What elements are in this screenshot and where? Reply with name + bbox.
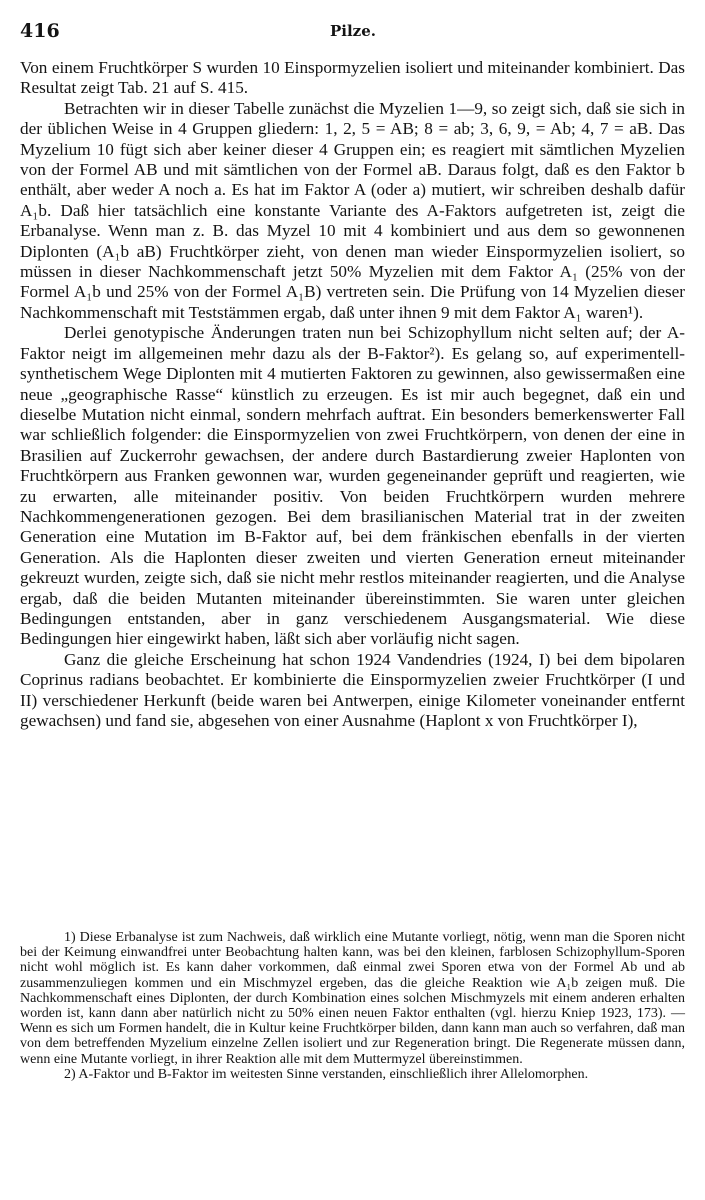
footnotes [20,930,685,1082]
running-title: Pilze. [330,22,376,40]
page-number: 416 [20,20,60,42]
paragraph-3: Derlei genotypische Änderungen traten nun bei Schizophyllum nicht selten auf; der A-Faktor neigt im allgemeinen mehr dazu als der B-Faktor²). Es gelang so, auf experimentell-synthetischem Wege Diplonten mit 4 mutierten Faktoren zu gewinnen, also gewissermaßen eine neue „geographische Rasse“ künstlich zu erzeugen. Es ist mir auch begegnet, daß ein und dieselbe Mutation nicht einmal, sondern mehrfach auftrat. Ein besonders bemerkenswerter Fall war schließlich folgender: die Einspormyzelien von zwei Fruchtkörpern, von denen der eine in Brasilien auf Zuckerrohr gewachsen, der andere durch Bastardierung zweier Haplonten von Fruchtkörpern aus Franken gewonnen war, wurden gegeneinander geprüft und reagierten, wie zu erwarten, alle miteinander positiv. Von beiden Fruchtkörpern wurden mehrere Nachkommengenerationen gezogen. Bei dem brasilianischen Material trat in der zweiten Generation eine Mutation im B-Faktor auf, bei dem fränkischen ebenfalls in der vierten Generation. Als die Haplonten dieser zweiten und vierten Generation erneut miteinander gekreuzt wurden, zeigte sich, daß sie nicht mehr restlos miteinander reagierten, und die Analyse ergab, daß die beiden Mutanten miteinander übereinstimmten. Sie waren unter gleichen Bedingungen entstanden, aber in ganz verschiedenem Ausgangsmaterial. Wie diese Bedingungen hier eingewirkt haben, läßt sich aber vorläufig nicht sagen. [20,323,685,649]
footnote-2: 2) A-Faktor und B-Faktor im weitesten Sinne verstanden, einschließlich ihrer Allelomorphen. [64,1066,589,1082]
paragraph-1: Von einem Fruchtkörper S wurden 10 Einspormyzelien isoliert und miteinander kombiniert. Das Resultat zeigt Tab. 21 auf S. 415. [20,58,685,98]
paragraph-4: Ganz die gleiche Erscheinung hat schon 1924 Vandendries (1924, I) bei dem bipolaren Coprinus radians beobachtet. Er kombinierte die Einspormyzelien zweier Fruchtkörper (I und II) verschiedener Herkunft (beide waren bei Antwerpen, einige Kilometer voneinander entfernt gewachsen) und fand sie, abgesehen von einer Ausnahme (Haplont x von Fruchtkörper I), [20,649,685,730]
paragraph-2: Betrachten wir in dieser Tabelle zunächst die Myzelien 1—9, so zeigt sich, daß sie sich in der üblichen Weise in 4 Gruppen gliedern: 1, 2, 5 = AB; 8 = ab; 3, 6, 9, = Ab; 4, 7 = aB. Das Myzelium 10 fügt sich aber keiner dieser 4 Gruppen ein; es reagiert mit sämtlichen Myzelien von der Formel AB und mit sämtlichen von der Formel aB. Daraus folgt, daß es den Faktor b enthält, aber weder A noch a. Es hat im Faktor A (oder a) mutiert, wir schreiben deshalb dafür A₁b. Daß hier tatsächlich eine konstante Variante des A-Faktors aufgetreten ist, zeigt die Erbanalyse. Wenn man z. B. das Myzel 10 mit 4 kombiniert und aus dem so gewonnenen Diplonten (A₁b aB) Fruchtkörper zieht, von denen man wieder Einspormyzelien isoliert, so müssen in dieser Nachkommenschaft jetzt 50% Myzelien mit dem Faktor A₁ (25% von der Formel A₁b und 25% von der Formel A₁B) vertreten sein. Die Prüfung von 14 Myzelien dieser Nachkommenschaft mit Teststämmen ergab, daß unter ihnen 9 mit dem Faktor A₁ waren¹). [20,98,685,322]
main-text [20,58,685,731]
footnote-1: 1) Diese Erbanalyse ist zum Nachweis, daß wirklich eine Mutante vorliegt, nötig, wenn man die Sporen nicht bei der Keimung einwandfrei unter Beobachtung halten kann, was bei den kleinen, farblosen Schizophyllum-Sporen nicht wohl möglich ist. Es kann daher vorkommen, daß einmal zwei Sporen etwa von der Formel Ab und ab zusammenzuliegen kommen und ein Mischmyzel ergeben, das die gleiche Reaktion wie A₁b zeigen muß. Die Nachkommenschaft eines Diplonten, der durch Kombination eines solchen Mischmyzels mit einem anderen erhalten worden ist, kann dann aber natürlich nicht zu 50% einen neuen Faktor enthalten (vgl. hierzu Kniep 1923, 173). — Wenn es sich um Formen handelt, die in Kultur keine Fruchtkörper bilden, dann kann man auch so verfahren, daß man von dem betreffenden Myzelium einzelne Zellen isoliert und zur Regeneration bringt. Die Regenerate müssen dann, wenn eine Mutante vorliegt, in ihrer Reaktion alle mit dem Muttermyzel übereinstimmen. [20,930,685,1067]
